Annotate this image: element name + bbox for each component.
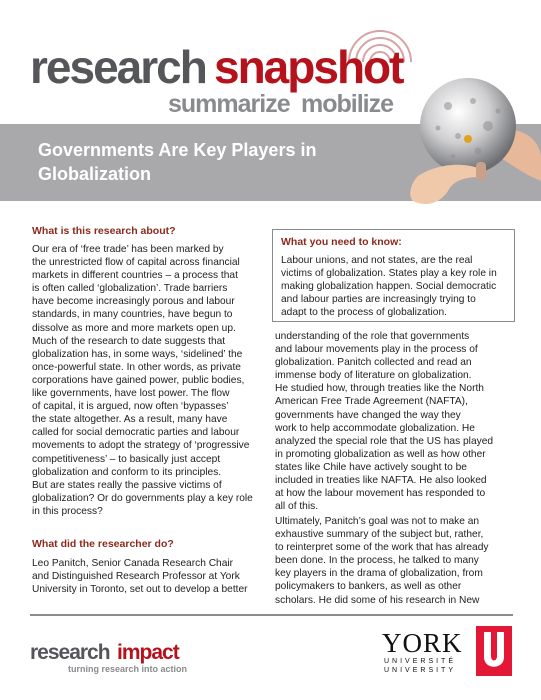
method-paragraph-continued bbox=[275, 330, 515, 513]
page-title bbox=[38, 138, 348, 186]
york-logo-word: YORK bbox=[382, 628, 463, 658]
method-paragraph-start bbox=[32, 557, 272, 596]
goal-paragraph bbox=[275, 515, 515, 607]
text-line: and labour parties are increasingly trying to bbox=[281, 294, 476, 306]
text-line: have become increasingly porous and labour bbox=[32, 296, 235, 308]
research-impact-logo-impact: impact bbox=[117, 641, 179, 664]
research-impact-logo-research: research bbox=[30, 641, 110, 664]
research-impact-tagline: turning research into action bbox=[68, 664, 188, 674]
text-line: included in treaties like NAFTA. He also looked bbox=[275, 475, 487, 487]
text-line: making globalization happen. Social democratic bbox=[281, 281, 497, 293]
tagline-mobilize: mobilize bbox=[301, 90, 394, 118]
text-line: of capital, it is argued, now often ‘bypasses’ bbox=[32, 401, 229, 413]
brand-snapshot-word: snapshot bbox=[214, 41, 403, 93]
text-line: all of this. bbox=[275, 501, 319, 513]
text-line: exhaustive summary of the subject but, rather, bbox=[275, 529, 484, 541]
text-line: to reinterpret some of the work that has already bbox=[275, 542, 489, 554]
text-line: understanding of the role that governments bbox=[275, 331, 470, 342]
text-line: Ultimately, Panitch’s goal was not to make an bbox=[275, 516, 480, 527]
text-line: standards, in many countries, have begun to bbox=[32, 309, 233, 321]
text-line: Labour unions, and not states, are the real bbox=[281, 255, 473, 266]
text-line: work to help accommodate globalization. He bbox=[275, 422, 475, 434]
tagline-summarize: summarize bbox=[168, 90, 290, 118]
section-heading-what-did: What did the researcher do? bbox=[32, 538, 174, 550]
text-line: is often called ‘globalization’. Trade barriers bbox=[32, 283, 228, 295]
york-logo-university: UNIVERSITY bbox=[384, 667, 457, 674]
text-line: globalization. Panitch collected and read an bbox=[275, 357, 472, 369]
text-line: globalization and conform to its principles. bbox=[32, 466, 222, 478]
footer-divider bbox=[30, 614, 513, 616]
text-line: key players in the drama of globalization, from bbox=[275, 568, 483, 580]
page-title-line-1: Governments Are Key Players in bbox=[38, 140, 317, 160]
text-line: victims of globalization. States play a key role in bbox=[281, 268, 497, 280]
text-line: at how the labour movement has responded to bbox=[275, 488, 486, 500]
text-line: adapt to the process of globalization. bbox=[281, 307, 447, 319]
text-line: But are states really the passive victims of bbox=[32, 479, 222, 491]
text-line: competitiveness’ – to basically just accept bbox=[32, 453, 221, 465]
key-takeaways-text bbox=[281, 254, 511, 319]
text-line: like governments, have lost power. The flow bbox=[32, 388, 230, 400]
intro-paragraph bbox=[32, 243, 272, 518]
key-takeaways-heading: What you need to know: bbox=[281, 236, 402, 248]
text-line: in this process? bbox=[32, 505, 103, 517]
york-u-logo-icon bbox=[476, 626, 512, 676]
text-line: University in Toronto, set out to develop a better bbox=[32, 584, 248, 596]
text-line: American Free Trade Agreement (NAFTA), bbox=[275, 396, 468, 408]
text-line: markets in different countries – a process that bbox=[32, 270, 238, 282]
text-line: called for social democratic parties and labour bbox=[32, 427, 240, 439]
text-line: corporations have gained power, public bodies, bbox=[32, 374, 245, 386]
text-line: He studied how, through treaties like the North bbox=[275, 383, 484, 395]
text-line: policymakers to bankers, as well as other bbox=[275, 581, 462, 593]
york-logo-universite: UNIVERSITÉ bbox=[384, 658, 457, 665]
brand-research-word: research bbox=[30, 41, 206, 93]
text-line: Much of the research to date suggests that bbox=[32, 335, 226, 347]
text-line: immense body of literature on globalization. bbox=[275, 370, 472, 382]
text-line: and labour movements play in the process of bbox=[275, 344, 478, 356]
page-title-line-2: Globalization bbox=[38, 164, 152, 184]
text-line: once-powerful state. In other words, as private bbox=[32, 361, 241, 373]
text-line: been done. In the process, he talked to many bbox=[275, 555, 479, 567]
text-line: the unrestricted flow of capital across financial bbox=[32, 257, 240, 269]
text-line: in promoting globalization as well as how other bbox=[275, 448, 486, 460]
text-line: dissolve as more and more markets open up. bbox=[32, 322, 236, 334]
section-heading-what-is: What is this research about? bbox=[32, 225, 176, 237]
text-line: Leo Panitch, Senior Canada Research Chair bbox=[32, 558, 234, 569]
text-line: states like Chile have actively sought to be bbox=[275, 461, 467, 473]
hand-holding-globe-image bbox=[378, 56, 541, 216]
text-line: analyzed the special role that the US has played bbox=[275, 435, 494, 447]
text-line: Our era of ‘free trade’ has been marked by bbox=[32, 244, 224, 255]
text-line: governments have changed the way they bbox=[275, 409, 461, 421]
text-line: movements to adopt the strategy of ‘progressive bbox=[32, 440, 250, 452]
text-line: the state altogether. As a result, many have bbox=[32, 414, 228, 426]
text-line: scholars. He did some of his research in New bbox=[275, 594, 480, 606]
text-line: globalization has, in some ways, ‘sidelined’ the bbox=[32, 348, 243, 360]
text-line: and Distinguished Research Professor at York bbox=[32, 571, 240, 583]
text-line: globalization? Or do governments play a key role bbox=[32, 492, 253, 504]
